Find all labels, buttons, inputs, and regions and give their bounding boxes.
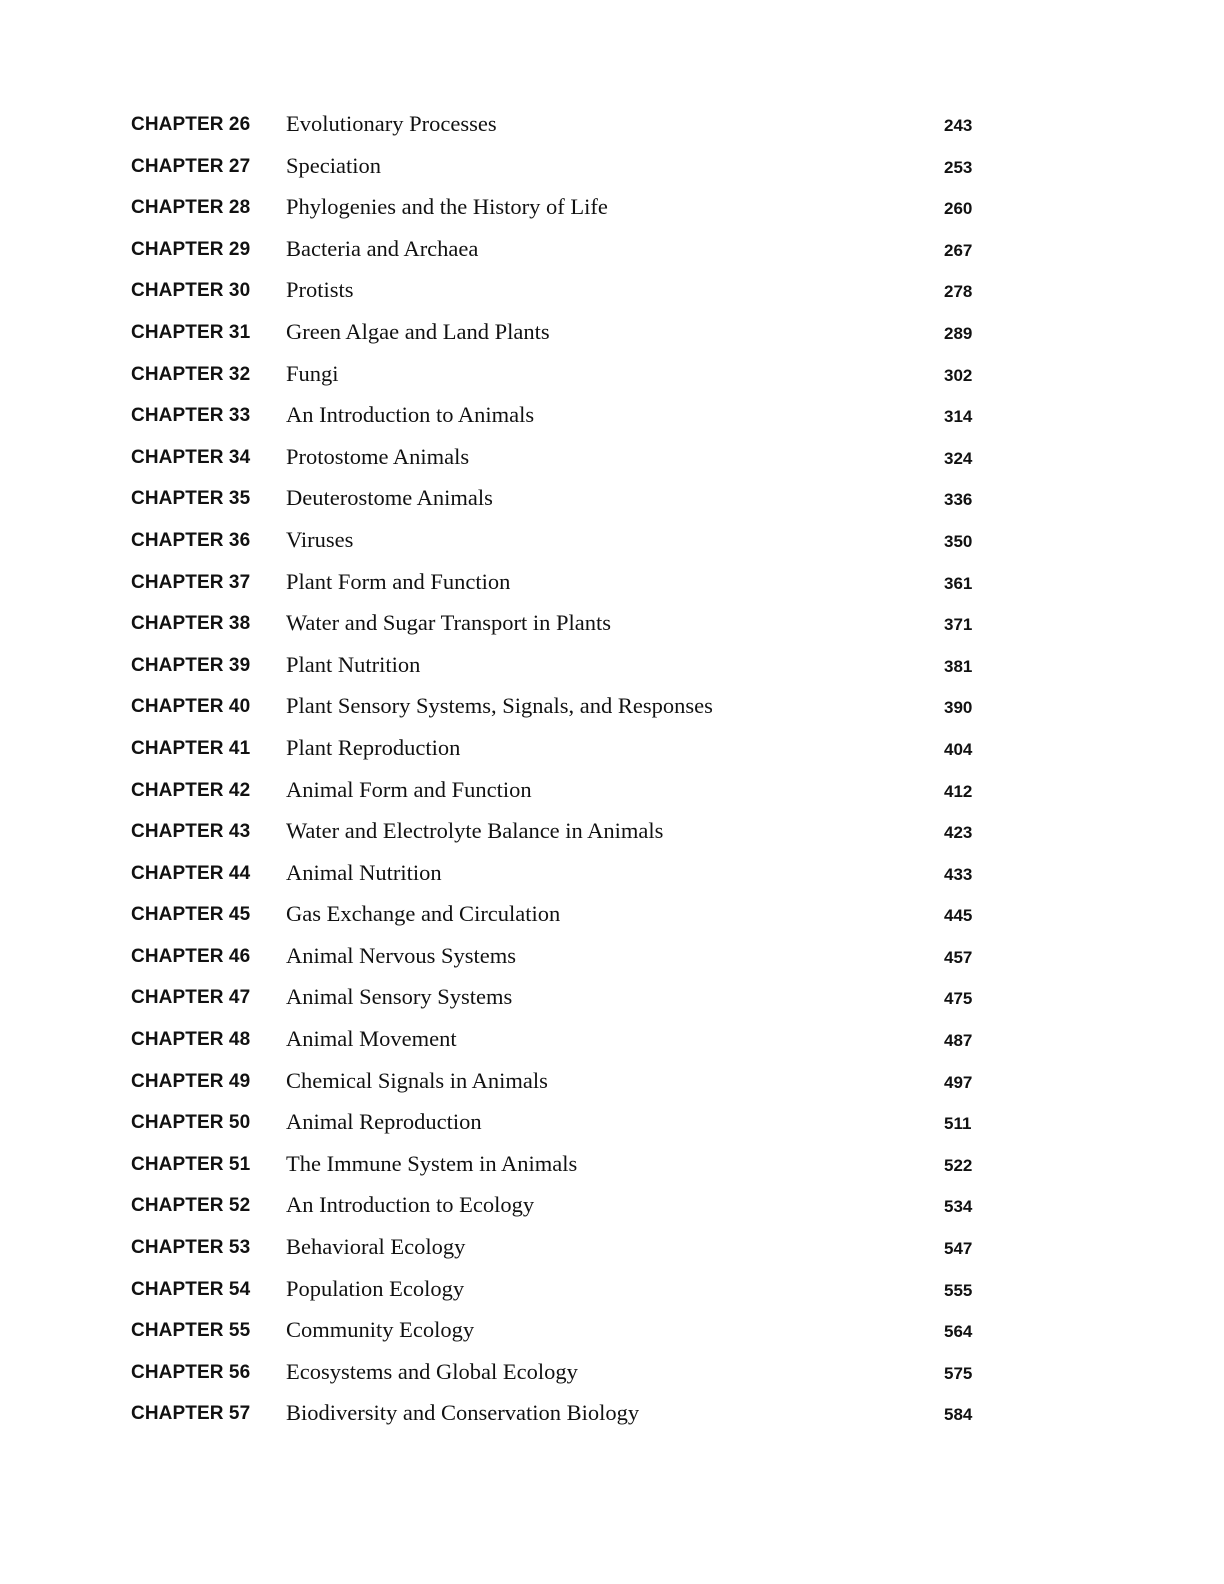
chapter-number: CHAPTER 50 (131, 1112, 251, 1134)
chapter-title: Ecosystems and Global Ecology (286, 1358, 578, 1384)
chapter-page-number: 475 (944, 989, 973, 1009)
chapter-page-number: 497 (944, 1072, 973, 1092)
toc-entry[interactable] (0, 478, 1224, 520)
chapter-title: Protists (286, 277, 354, 303)
chapter-page-number: 390 (944, 698, 973, 718)
chapter-page-number: 511 (944, 1114, 972, 1134)
chapter-page-number: 457 (944, 947, 973, 967)
toc-entry[interactable] (0, 1393, 1224, 1435)
chapter-number: CHAPTER 51 (131, 1153, 251, 1175)
chapter-page-number: 361 (944, 573, 973, 593)
chapter-number: CHAPTER 41 (131, 737, 251, 759)
table-of-contents (0, 104, 1224, 1435)
chapter-title: Animal Nutrition (286, 859, 442, 885)
chapter-number: CHAPTER 30 (131, 280, 251, 302)
chapter-number: CHAPTER 28 (131, 197, 251, 219)
chapter-number: CHAPTER 42 (131, 779, 251, 801)
toc-entry[interactable] (0, 728, 1224, 770)
chapter-page-number: 575 (944, 1363, 973, 1383)
chapter-number: CHAPTER 34 (131, 446, 251, 468)
chapter-number: CHAPTER 32 (131, 363, 251, 385)
chapter-page-number: 534 (944, 1197, 973, 1217)
chapter-number: CHAPTER 26 (131, 114, 251, 135)
chapter-page-number: 487 (944, 1031, 973, 1051)
chapter-number: CHAPTER 48 (131, 1029, 251, 1051)
toc-entry[interactable] (0, 312, 1224, 354)
chapter-title: Biodiversity and Conservation Biology (286, 1400, 640, 1426)
chapter-title: Chemical Signals in Animals (286, 1067, 548, 1093)
chapter-page-number: 350 (944, 531, 973, 551)
chapter-number: CHAPTER 38 (131, 613, 251, 635)
chapter-title: Water and Sugar Transport in Plants (286, 610, 612, 636)
chapter-page-number: 302 (944, 365, 973, 385)
toc-entry[interactable] (0, 270, 1224, 312)
toc-entry[interactable] (0, 104, 1224, 146)
chapter-title: Animal Nervous Systems (286, 942, 516, 968)
chapter-page-number: 381 (944, 656, 973, 676)
chapter-number: CHAPTER 56 (131, 1361, 251, 1383)
chapter-page-number: 243 (944, 116, 973, 135)
chapter-page-number: 547 (944, 1239, 973, 1259)
chapter-page-number: 584 (944, 1405, 973, 1425)
chapter-title: Protostome Animals (286, 443, 470, 469)
chapter-title: Animal Reproduction (286, 1109, 482, 1135)
chapter-number: CHAPTER 37 (131, 571, 251, 593)
toc-entry[interactable] (0, 894, 1224, 936)
chapter-title: Plant Nutrition (286, 651, 421, 677)
chapter-title: Deuterostome Animals (286, 485, 493, 511)
chapter-title: An Introduction to Ecology (286, 1192, 535, 1218)
chapter-title: Green Algae and Land Plants (286, 318, 550, 344)
toc-entry[interactable] (0, 1102, 1224, 1144)
chapter-page-number: 267 (944, 240, 973, 260)
chapter-number: CHAPTER 57 (131, 1403, 251, 1425)
chapter-number: CHAPTER 49 (131, 1070, 251, 1092)
toc-entry[interactable] (0, 562, 1224, 604)
chapter-title: Animal Form and Function (286, 776, 532, 802)
chapter-number: CHAPTER 36 (131, 529, 251, 551)
chapter-title: Community Ecology (286, 1317, 475, 1343)
toc-entry[interactable] (0, 520, 1224, 562)
chapter-number: CHAPTER 43 (131, 821, 251, 843)
toc-entry[interactable] (0, 686, 1224, 728)
chapter-page-number: 433 (944, 864, 973, 884)
chapter-title: Phylogenies and the History of Life (286, 194, 608, 220)
toc-entry[interactable] (0, 1019, 1224, 1061)
chapter-title: Population Ecology (286, 1275, 465, 1301)
chapter-title: An Introduction to Animals (286, 402, 535, 428)
toc-entry[interactable] (0, 146, 1224, 188)
chapter-title: Speciation (286, 152, 381, 178)
toc-entry[interactable] (0, 187, 1224, 229)
chapter-number: CHAPTER 45 (131, 904, 251, 926)
chapter-page-number: 324 (944, 448, 973, 468)
toc-entry[interactable] (0, 853, 1224, 895)
chapter-page-number: 564 (944, 1322, 973, 1342)
toc-entry[interactable] (0, 1061, 1224, 1103)
chapter-title: Behavioral Ecology (286, 1234, 466, 1260)
chapter-number: CHAPTER 39 (131, 654, 251, 676)
chapter-page-number: 278 (944, 282, 973, 302)
chapter-title: Animal Movement (286, 1026, 457, 1052)
chapter-page-number: 555 (944, 1280, 973, 1300)
chapter-number: CHAPTER 35 (131, 488, 251, 510)
chapter-page-number: 423 (944, 823, 973, 843)
toc-entry[interactable] (0, 603, 1224, 645)
chapter-page-number: 336 (944, 490, 973, 510)
chapter-page-number: 412 (944, 781, 973, 801)
chapter-number: CHAPTER 54 (131, 1278, 251, 1300)
toc-entry[interactable] (0, 936, 1224, 978)
toc-entry[interactable] (0, 770, 1224, 812)
chapter-title: Bacteria and Archaea (286, 235, 479, 261)
chapter-page-number: 260 (944, 199, 973, 219)
chapter-page-number: 404 (944, 739, 973, 759)
toc-entry[interactable] (0, 354, 1224, 396)
chapter-page-number: 371 (944, 615, 973, 635)
toc-entry[interactable] (0, 1269, 1224, 1311)
chapter-title: The Immune System in Animals (286, 1150, 578, 1176)
chapter-number: CHAPTER 29 (131, 238, 251, 260)
chapter-page-number: 289 (944, 323, 973, 343)
chapter-title: Animal Sensory Systems (286, 984, 513, 1010)
chapter-number: CHAPTER 31 (131, 321, 251, 343)
chapter-page-number: 522 (944, 1155, 973, 1175)
chapter-title: Plant Reproduction (286, 734, 461, 760)
chapter-title: Gas Exchange and Circulation (286, 901, 561, 927)
toc-entry[interactable] (0, 1144, 1224, 1186)
toc-entry[interactable] (0, 811, 1224, 853)
chapter-number: CHAPTER 46 (131, 945, 251, 967)
chapter-number: CHAPTER 40 (131, 696, 251, 718)
chapter-page-number: 314 (944, 407, 973, 427)
chapter-number: CHAPTER 33 (131, 405, 251, 427)
chapter-number: CHAPTER 52 (131, 1195, 251, 1217)
toc-entry[interactable] (0, 1352, 1224, 1394)
toc-entry[interactable] (0, 645, 1224, 687)
chapter-number: CHAPTER 47 (131, 987, 251, 1009)
chapter-title: Water and Electrolyte Balance in Animals (286, 818, 664, 844)
toc-entry[interactable] (0, 395, 1224, 437)
toc-entry[interactable] (0, 1227, 1224, 1269)
chapter-page-number: 445 (944, 906, 973, 926)
toc-entry[interactable] (0, 977, 1224, 1019)
chapter-number: CHAPTER 27 (131, 155, 251, 177)
chapter-number: CHAPTER 53 (131, 1237, 251, 1259)
chapter-title: Plant Form and Function (286, 568, 511, 594)
chapter-number: CHAPTER 55 (131, 1320, 251, 1342)
chapter-number: CHAPTER 44 (131, 862, 251, 884)
toc-entry[interactable] (0, 1185, 1224, 1227)
chapter-title: Fungi (286, 360, 339, 386)
chapter-page-number: 253 (944, 157, 973, 177)
chapter-title: Plant Sensory Systems, Signals, and Responses (286, 693, 713, 719)
toc-entry[interactable] (0, 1310, 1224, 1352)
toc-entry[interactable] (0, 437, 1224, 479)
chapter-title: Evolutionary Processes (286, 111, 497, 136)
toc-entry[interactable] (0, 229, 1224, 271)
chapter-title: Viruses (286, 526, 354, 552)
